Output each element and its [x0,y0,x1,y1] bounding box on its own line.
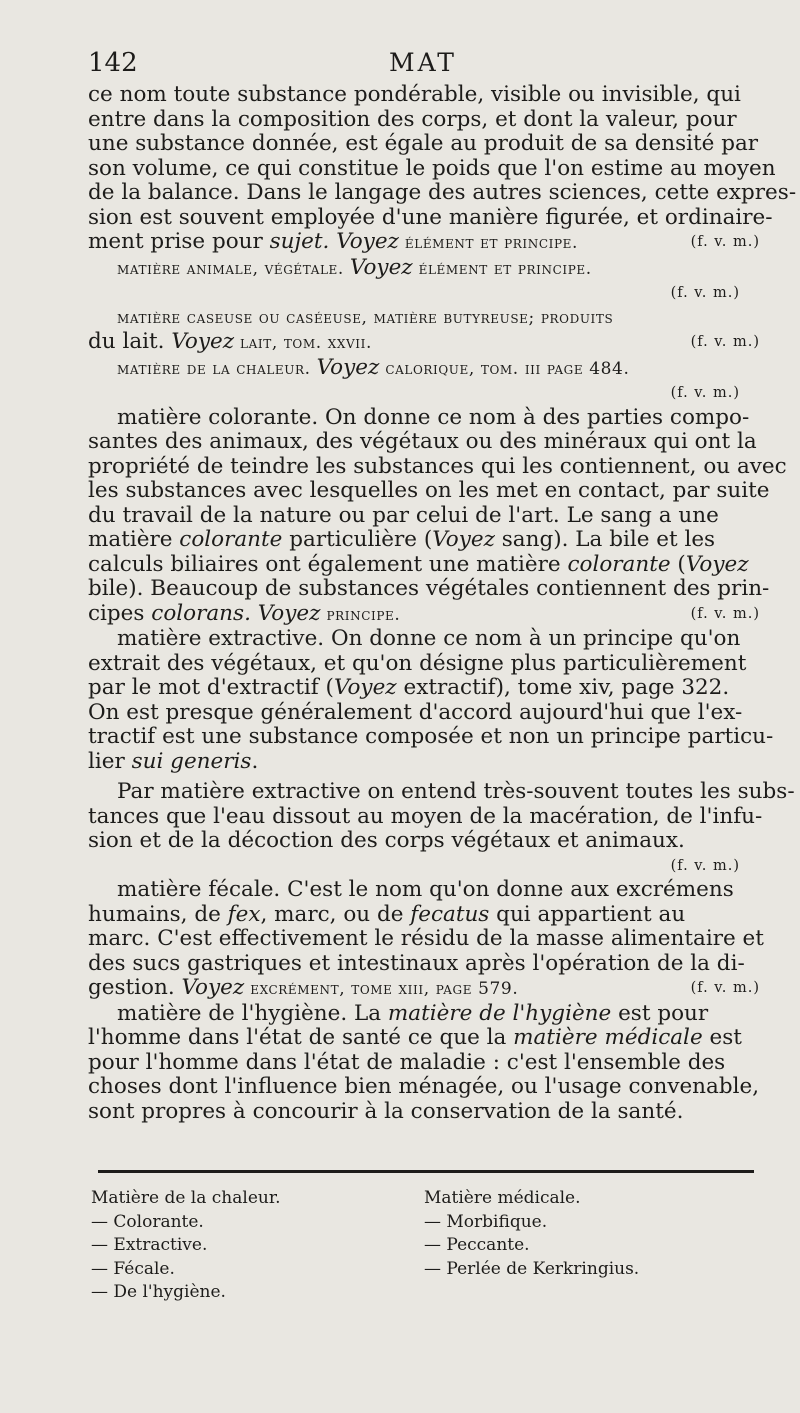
footer-index-right [424,1187,639,1281]
entry-matiere-extractive: matière extractive. On donne ce nom à un principe qu'on [117,626,741,651]
page-number: 142 [88,48,138,78]
text-line: santes des animaux, des végétaux ou des minéraux qui ont la [88,429,757,454]
author-signature: (f. v. m.) [690,605,760,622]
text-line: sion est souvent employée d'une manière figurée, et ordinaire- [88,204,773,230]
entry-matiere-de-l-hygiene: matière de l'hygiène. La matière de l'hygiène est pour [117,1000,709,1026]
text-line: humains, de fex, marc, ou de fecatus qui appartient au [88,901,686,927]
entry-matiere-de-la-chaleur: matière de la chaleur. Voyez calorique, tom. iii page 484. [117,354,630,380]
entry-matiere-colorante: matière colorante. On donne ce nom à des parties compo- [117,404,750,430]
text-line: du lait. Voyez lait, tom. xxvii. (f. v. m.) [88,329,760,354]
author-signature: (f. v. m.) [690,980,760,996]
text-line: tractif est une substance composée et non un principe particu- [88,724,774,749]
text-line: marc. C'est effectivement le résidu de la masse alimentaire et [88,926,764,951]
text-line: sion et de la décoction des corps végétaux et animaux. [88,828,685,853]
text-line: calculs biliaires ont également une matière colorante (Voyez [88,551,749,577]
entry-matiere-fecale: matière fécale. C'est le nom qu'on donne aux excrémens [117,877,734,902]
text-line: sont propres à concourir à la conservation de la santé. [88,1098,684,1124]
text-line: son volume, ce qui constitue le poids que l'on estime au moyen [88,155,776,181]
text-line: de la balance. Dans le langage des autres sciences, cette expres- [88,180,797,205]
text-line: ce nom toute substance pondérable, visible ou invisible, qui [88,82,741,107]
text-line: cipes colorans. Voyez principe. (f. v. m.) [88,600,760,626]
text-line: entre dans la composition des corps, et dont la valeur, pour [88,106,737,132]
text-line: Par matière extractive on entend très-souvent toutes les subs- [117,779,795,804]
footer-index-left [91,1187,281,1305]
entry-matiere-animale: matière animale, végétale. Voyez élément et principe. [117,254,592,280]
page-header [88,48,758,78]
text-line: lier sui generis. [88,748,259,774]
author-signature: (f. v. m.) [670,857,740,874]
author-signature: (f. v. m.) [690,234,760,250]
page-body [88,82,797,1124]
text-line: bile). Beaucoup de substances végétales contiennent des prin- [88,576,770,601]
index-entry: Matière de la chaleur. [91,1188,281,1208]
running-head: MAT [389,48,457,77]
text-line: les substances avec lesquelles on les met en contact, par suite [88,478,770,503]
text-line: On est presque généralement d'accord aujourd'hui que l'ex- [88,699,743,725]
text-line: ment prise pour sujet. Voyez élément et principe. (f. v. m.) [88,229,760,254]
author-signature: (f. v. m.) [670,285,740,301]
entry-matiere-caseuse: matière caseuse ou caséeuse, matière butyreuse; produits [117,307,614,328]
text-line: des sucs gastriques et intestinaux après l'opération de la di- [88,950,745,976]
index-entry: — Colorante. [91,1211,204,1232]
author-signature: (f. v. m.) [670,385,740,401]
text-line: propriété de teindre les substances qui les contiennent, ou avec [88,453,787,479]
text-line: tances que l'eau dissout au moyen de la macération, de l'infu- [88,803,763,829]
author-signature: (f. v. m.) [690,334,760,350]
index-entry: — Extractive. [91,1235,208,1256]
text-line: par le mot d'extractif (Voyez extractif), tome xiv, page 322. [88,675,730,700]
text-line: matière colorante particulière (Voyez sang). La bile et les [88,527,716,552]
index-entry: — Morbifique. [424,1211,548,1232]
index-entry: — Peccante. [424,1235,530,1256]
text-line: l'homme dans l'état de santé ce que la matière médicale est [88,1025,742,1050]
text-line: extrait des végétaux, et qu'on désigne plus particulièrement [88,650,747,676]
index-entry: — Fécale. [91,1258,175,1279]
index-entry: Matière médicale. [424,1188,581,1208]
text-line: une substance donnée, est égale au produit de sa densité par [88,131,759,156]
footer-rule [98,1170,754,1173]
text-line: gestion. Voyez excrément, tome xiii, page 579. (f. v. m.) [88,975,760,1000]
index-entry: — Perlée de Kerkringius. [424,1258,640,1279]
index-entry: — De l'hygiène. [91,1282,226,1303]
text-line: pour l'homme dans l'état de maladie : c'est l'ensemble des [88,1049,726,1075]
text-line: du travail de la nature ou par celui de l'art. Le sang a une [88,502,719,528]
text-line: choses dont l'influence bien ménagée, ou l'usage convenable, [88,1074,760,1099]
